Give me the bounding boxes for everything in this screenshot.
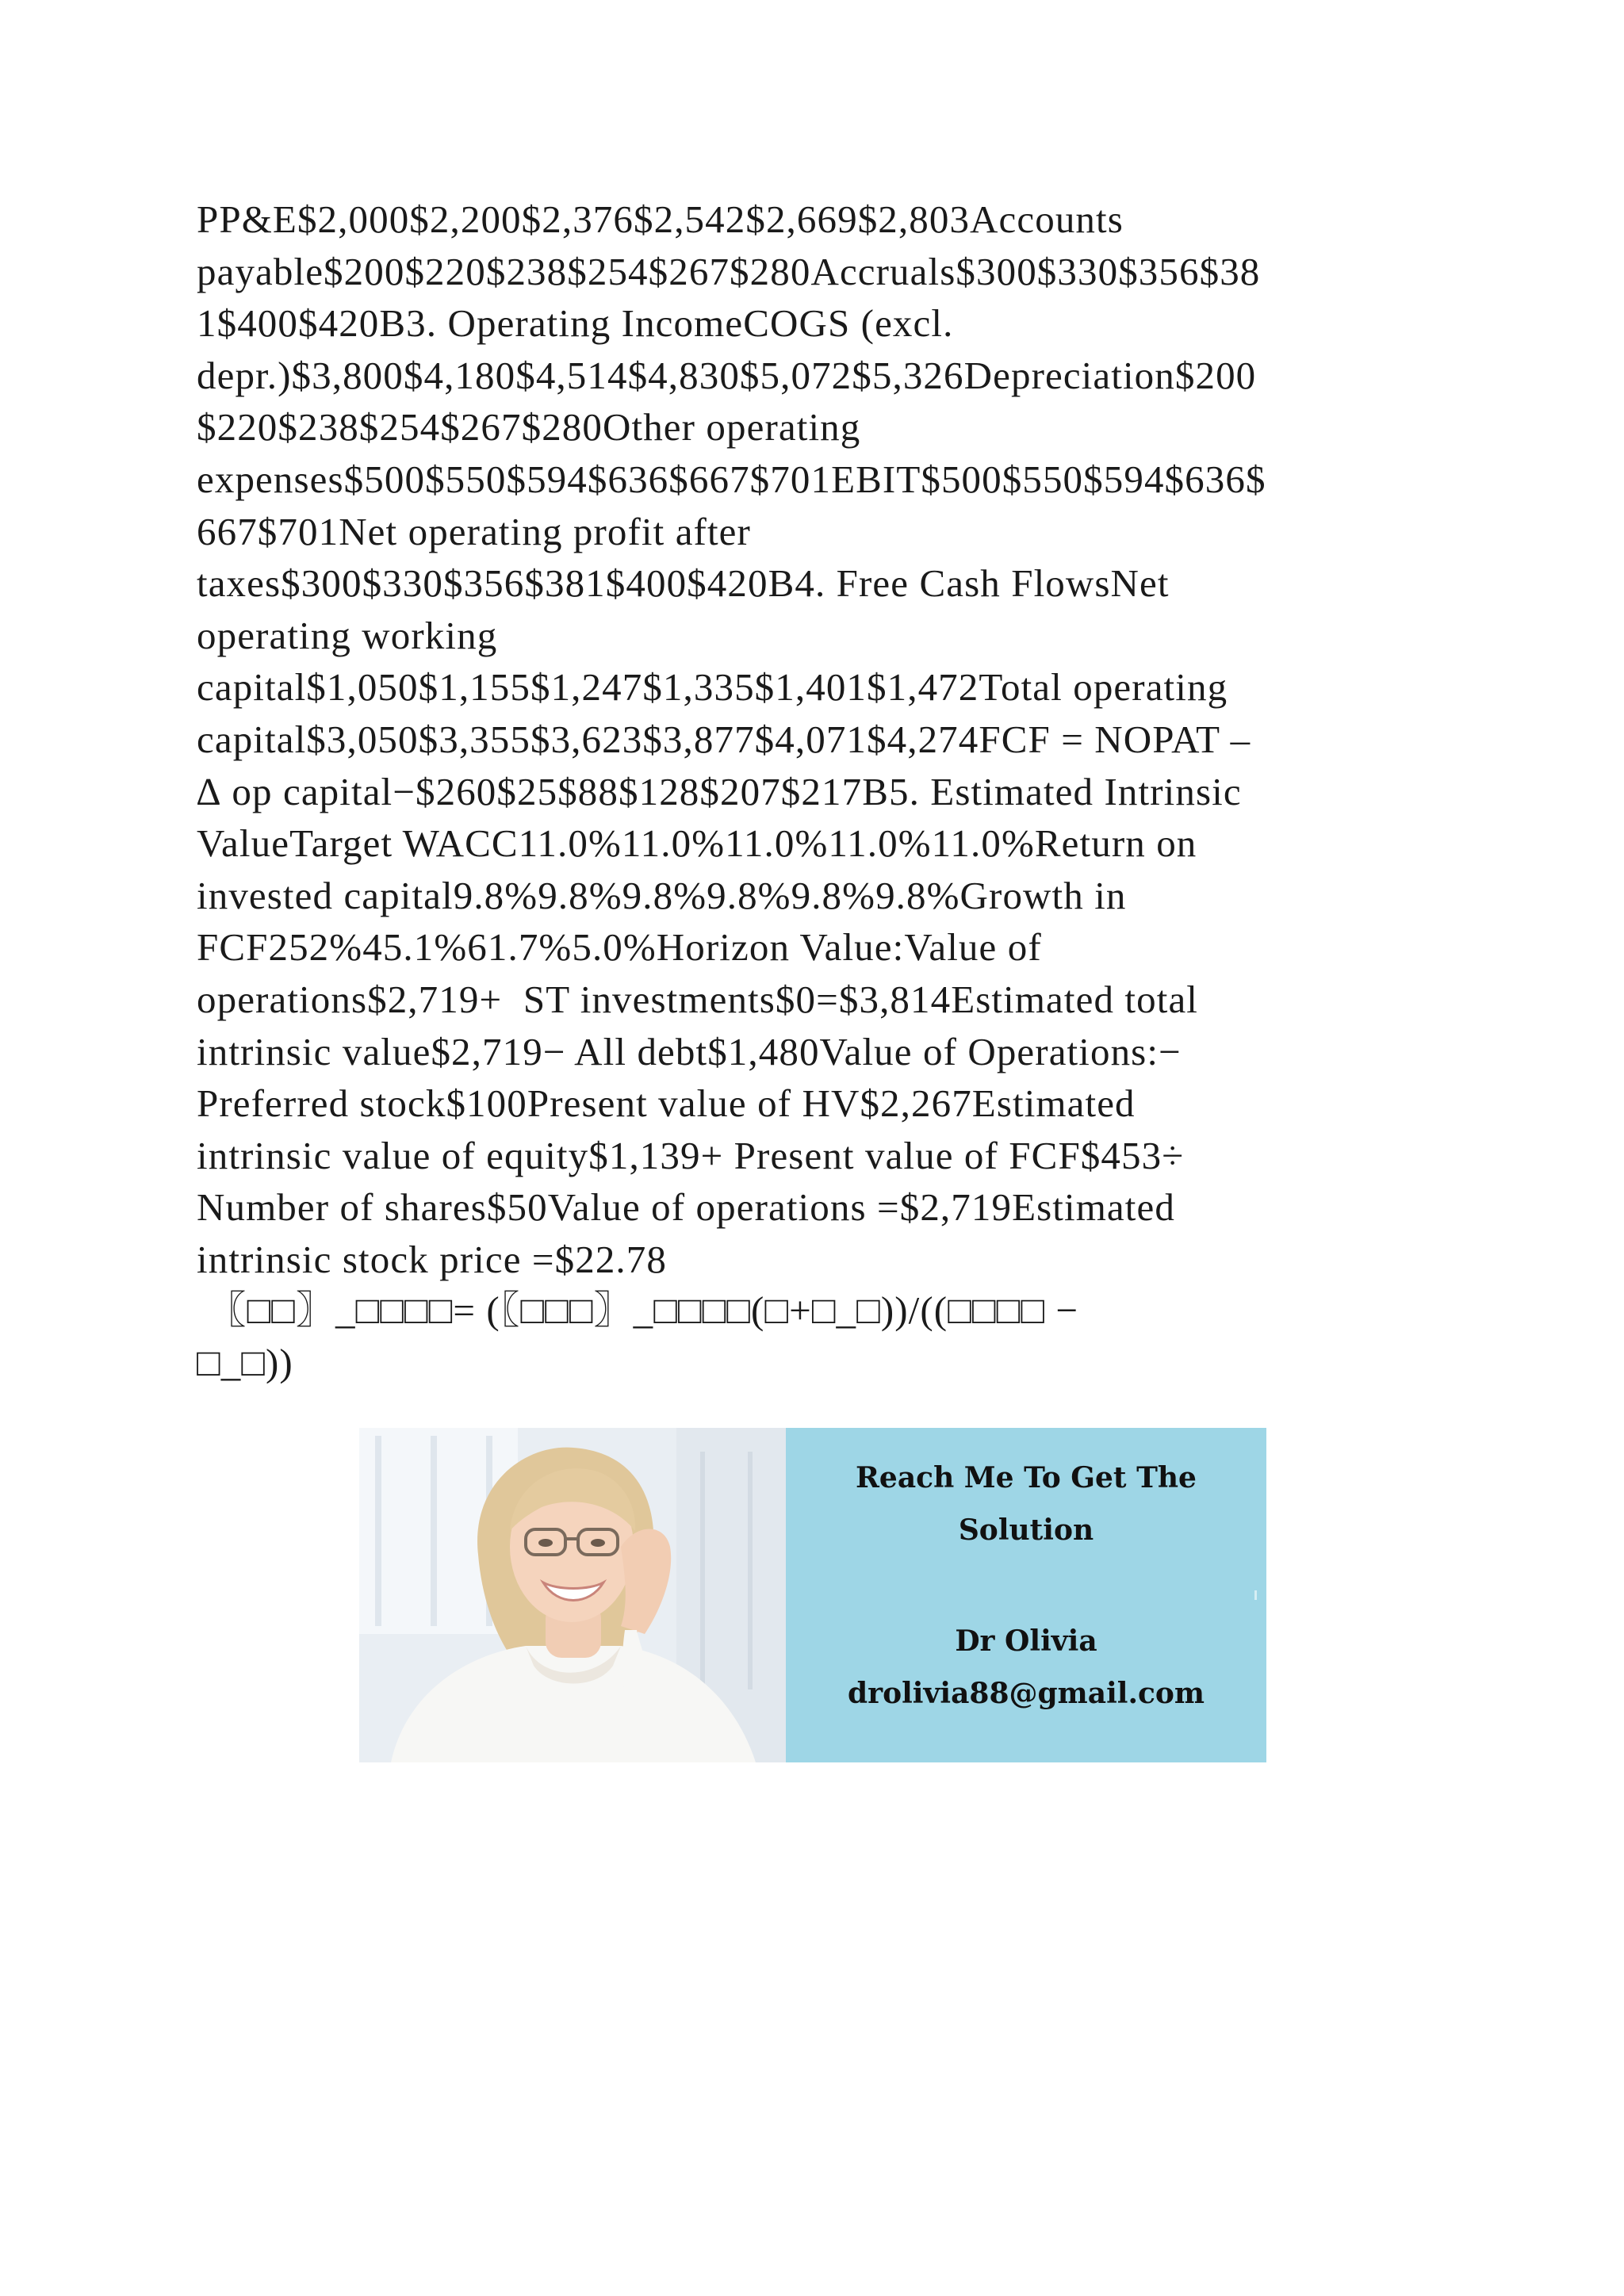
contact-card <box>786 1428 1266 1762</box>
text-line: 1$400$420B3. Operating IncomeCOGS (excl. <box>197 301 954 346</box>
text-line: capital$1,050$1,155$1,247$1,335$1,401$1,472Total operating <box>197 665 1228 710</box>
ad-heading-line: Solution <box>958 1513 1094 1547</box>
contact-ad-banner[interactable] <box>359 1428 1266 1762</box>
text-line: intrinsic stock price =$22.78 <box>197 1237 667 1281</box>
text-line: capital$3,050$3,355$3,623$3,877$4,071$4,274FCF = NOPAT – <box>197 717 1251 761</box>
text-line: FCF252%45.1%61.7%5.0%Horizon Value:Value of <box>197 925 1042 970</box>
formula-line: □_□)) <box>197 1340 293 1384</box>
text-line: ∆ op capital−$260$25$88$128$207$217B5. Estimated Intrinsic <box>197 769 1242 813</box>
decorative-mark <box>1254 1590 1257 1600</box>
text-line: intrinsic value$2,719− All debt$1,480Value of Operations:− <box>197 1029 1182 1073</box>
formula-block <box>197 1284 1434 1388</box>
text-line: payable$200$220$238$254$267$280Accruals$300$330$356$38 <box>197 249 1261 293</box>
contact-email[interactable]: drolivia88@gmail.com <box>847 1677 1205 1710</box>
text-line: taxes$300$330$356$381$400$420B4. Free Cash FlowsNet <box>197 561 1170 606</box>
text-line: invested capital9.8%9.8%9.8%9.8%9.8%9.8%Growth in <box>197 873 1127 917</box>
text-line: depr.)$3,800$4,180$4,514$4,830$5,072$5,326Depreciation$200 <box>197 353 1257 397</box>
text-line: expenses$500$550$594$636$667$701EBIT$500$550$594$636$ <box>197 457 1266 501</box>
text-line: Number of shares$50Value of operations =$2,719Estimated <box>197 1185 1175 1230</box>
text-line: operations$2,719+ ST investments$0=$3,814Estimated total <box>197 977 1199 1021</box>
woman-portrait-image <box>359 1428 786 1762</box>
ad-contact <box>786 1615 1266 1720</box>
formula-line: 〖□□〗_□□□□= (〖□□□〗_□□□□(□+□_□))/((□□□□ − <box>197 1288 1079 1332</box>
portrait-photo <box>359 1428 786 1762</box>
text-line: ValueTarget WACC11.0%11.0%11.0%11.0%11.0%Return on <box>197 821 1197 866</box>
text-line: $220$238$254$267$280Other operating <box>197 405 861 450</box>
document-body-text <box>197 193 1434 1285</box>
contact-name: Dr Olivia <box>955 1624 1097 1658</box>
ad-heading-line: Reach Me To Get The <box>856 1461 1197 1494</box>
text-line: intrinsic value of equity$1,139+ Present value of FCF$453÷ <box>197 1133 1185 1177</box>
text-line: Preferred stock$100Present value of HV$2,267Estimated <box>197 1081 1136 1126</box>
text-line: operating working <box>197 613 498 657</box>
text-line: 667$701Net operating profit after <box>197 509 751 553</box>
text-line: PP&E$2,000$2,200$2,376$2,542$2,669$2,803Accounts <box>197 197 1124 241</box>
ad-heading <box>786 1452 1266 1556</box>
